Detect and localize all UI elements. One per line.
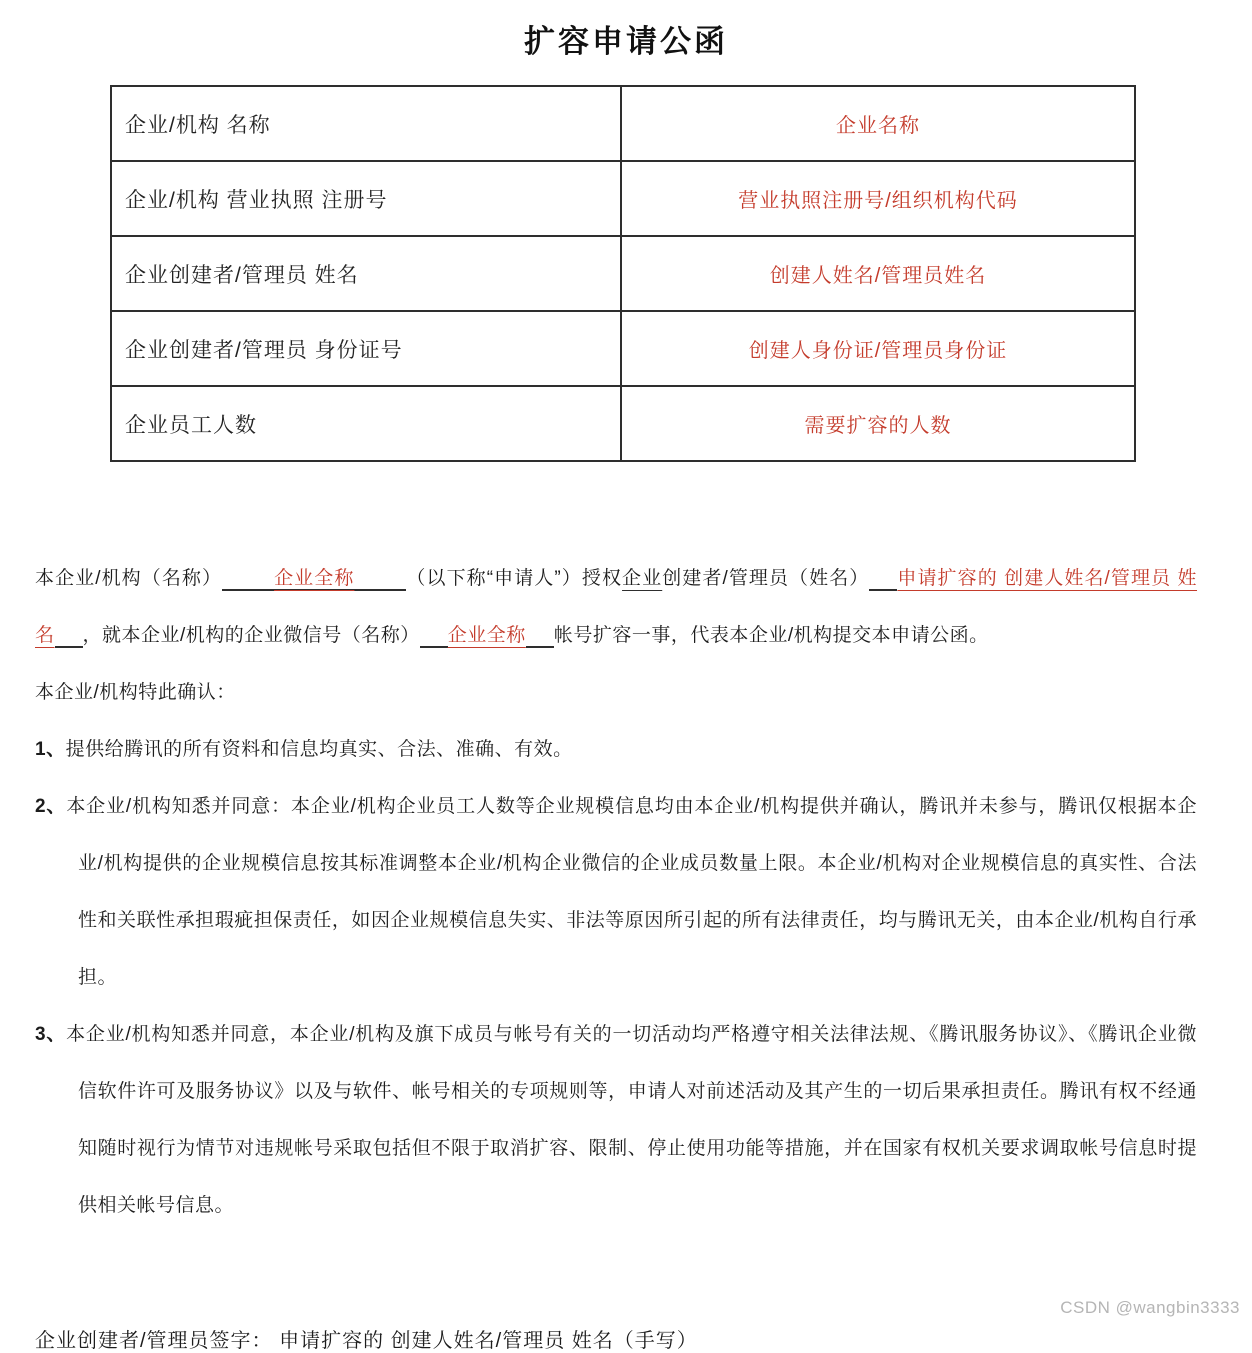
intro-seg1: 本企业/机构（名称）	[35, 568, 223, 589]
intro-seg2-underlined: 企业	[622, 568, 663, 589]
blank-company-name-1-fill: 企业全称	[274, 568, 355, 589]
signature-value: 申请扩容的 创建人姓名/管理员 姓名（手写）	[279, 1330, 698, 1352]
clause-text-1: 提供给腾讯的所有资料和信息均真实、合法、准确、有效。	[65, 739, 573, 760]
table-row	[111, 161, 1135, 236]
field-label-employee-count: 企业员工人数	[111, 386, 621, 461]
letter-body	[35, 550, 1197, 1234]
blank-company-name-2-fill: 企业全称	[447, 625, 526, 646]
table-row	[111, 311, 1135, 386]
page-title: 扩容申请公函	[524, 24, 728, 59]
blank-admin-name-fill: 申请扩容的 创建人姓名/管理员 姓名	[35, 568, 1198, 646]
clause-item-3	[35, 1006, 1197, 1234]
field-label-license-number: 企业/机构 营业执照 注册号	[111, 161, 621, 236]
clause-item-1	[35, 721, 1197, 778]
table-row	[111, 386, 1135, 461]
intro-seg2: （以下称“申请人”）授权	[406, 568, 623, 589]
clause-number-1: 1、	[35, 739, 66, 760]
field-value-org-name: 企业名称	[621, 86, 1135, 161]
field-label-org-name: 企业/机构 名称	[111, 86, 621, 161]
blank-admin-name-pad-left	[869, 568, 897, 591]
blank-admin-name-pad-right	[55, 625, 83, 648]
table-row	[111, 86, 1135, 161]
signature-line	[35, 1324, 1252, 1353]
table-row	[111, 236, 1135, 311]
clause-item-2	[35, 778, 1197, 1006]
clause-number-3: 3、	[35, 1024, 67, 1045]
confirm-line: 本企业/机构特此确认：	[35, 682, 236, 703]
field-value-admin-id: 创建人身份证/管理员身份证	[621, 311, 1135, 386]
field-value-employee-count: 需要扩容的人数	[621, 386, 1135, 461]
clause-number-2: 2、	[35, 796, 67, 817]
field-value-license-number: 营业执照注册号/组织机构代码	[621, 161, 1135, 236]
intro-seg3: 创建者/管理员（姓名）	[662, 568, 870, 589]
signature-label: 企业创建者/管理员签字：	[35, 1330, 273, 1352]
field-label-admin-id: 企业创建者/管理员 身份证号	[111, 311, 621, 386]
csdn-watermark: CSDN @wangbin3333	[1060, 1298, 1240, 1317]
blank-company-name-2-pad-left	[420, 625, 448, 648]
application-info-table	[110, 85, 1136, 462]
intro-seg5: 帐号扩容一事，代表本企业/机构提交本申请公函。	[553, 625, 989, 646]
clause-text-2: 本企业/机构知悉并同意：本企业/机构企业员工人数等企业规模信息均由本企业/机构提供并确认，腾讯并未参与，腾讯仅根据本企业/机构提供的企业规模信息按其标准调整本企业/机构企业微信的企业成员数量上限。本企业/机构对企业规模信息的真实性、合法性和关联性承担瑕疵担保责任，如因企业规模信息失实、非法等原因所引起的所有法律责任，均与腾讯无关，由本企业/机构自行承担。	[66, 796, 1197, 988]
intro-paragraph	[35, 550, 1197, 664]
blank-company-name-1	[222, 568, 406, 591]
blank-company-name-2-pad-right	[526, 625, 554, 648]
field-value-admin-name: 创建人姓名/管理员姓名	[621, 236, 1135, 311]
clause-text-3: 本企业/机构知悉并同意，本企业/机构及旗下成员与帐号有关的一切活动均严格遵守相关法律法规、《腾讯服务协议》、《腾讯企业微信软件许可及服务协议》以及与软件、帐号相关的专项规则等，申请人对前述活动及其产生的一切后果承担责任。腾讯有权不经通知随时视行为情节对违规帐号采取包括但不限于取消扩容、限制、停止使用功能等措施，并在国家有权机关要求调取帐号信息时提供相关帐号信息。	[66, 1024, 1197, 1216]
intro-seg4: ，就本企业/机构的企业微信号（名称）	[82, 625, 420, 646]
field-label-admin-name: 企业创建者/管理员 姓名	[111, 236, 621, 311]
